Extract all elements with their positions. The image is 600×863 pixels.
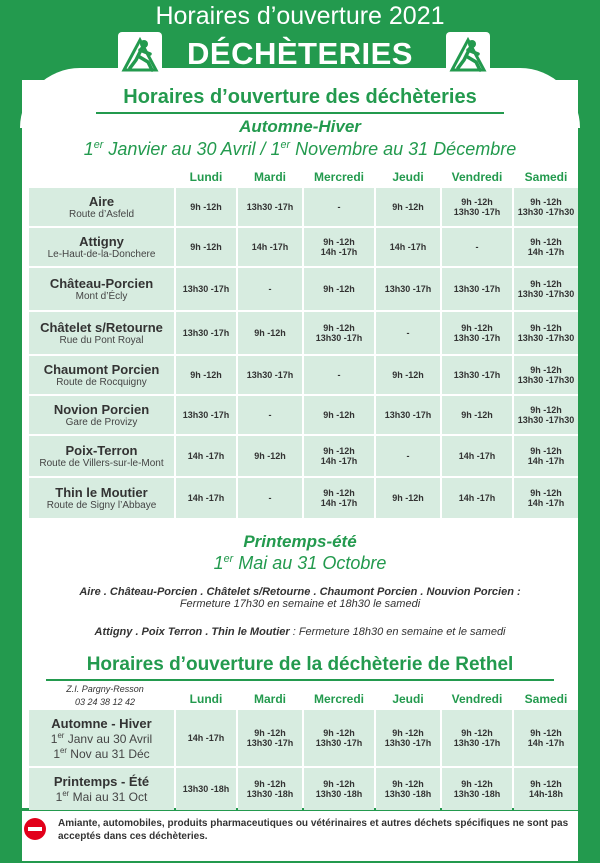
- hours-cell-jeudi: [376, 188, 440, 226]
- hours-value: 13h30 -17h: [384, 284, 432, 294]
- hours-cell-samedi: [514, 436, 578, 476]
- hours-cell-samedi: [514, 768, 578, 810]
- hours-cell-lundi: [176, 356, 236, 394]
- hours-value: 9h -12h: [392, 728, 424, 738]
- hours-value: -: [475, 242, 479, 252]
- section-title-rethel: Horaires d’ouverture de la déchèterie de Rethel: [86, 654, 514, 675]
- hours-cell-jeudi: [376, 768, 440, 810]
- day-header-mardi: Mardi: [253, 170, 286, 184]
- hours-value: 13h30 -17h: [246, 370, 294, 380]
- location-cell: [29, 312, 174, 354]
- right-border: [578, 70, 600, 863]
- hours-value: 9h -12h: [392, 202, 424, 212]
- hours-cell-lundi: [176, 710, 236, 766]
- season-autumn-winter: Automne-Hiver: [239, 117, 361, 136]
- table-row: [29, 188, 578, 226]
- hours-value: 13h30 -17h: [453, 370, 501, 380]
- day-header-lundi: Lundi: [189, 170, 223, 184]
- rethel-schedule-table: [27, 688, 580, 812]
- spring-note-2: [22, 626, 578, 638]
- hours-value: 9h -12h: [323, 323, 355, 333]
- hours-value: 9h -12h: [323, 284, 355, 294]
- hours-value: 9h -12h: [323, 446, 355, 456]
- day-header-samedi: Samedi: [524, 170, 568, 184]
- site-address: Gare de Provizy: [65, 417, 138, 428]
- location-cell: [29, 436, 174, 476]
- day-header-mardi: Mardi: [253, 692, 286, 706]
- recycling-worker-icon: [118, 32, 162, 76]
- hours-value: 9h -12h: [530, 279, 562, 289]
- hours-value: -: [268, 284, 272, 294]
- hours-cell-jeudi: [376, 356, 440, 394]
- hours-value: 14h -17h: [527, 456, 565, 466]
- page-title: Horaires d’ouverture 2021: [155, 2, 445, 30]
- hours-value: 13h30 -17h30: [517, 333, 575, 343]
- hours-value: 9h -12h: [254, 451, 286, 461]
- no-entry-icon: [24, 818, 46, 840]
- hours-value: 14h -17h: [458, 451, 496, 461]
- location-cell: [29, 188, 174, 226]
- day-header-mercredi: Mercredi: [313, 692, 365, 706]
- site-name: Poix-Terron: [65, 443, 138, 458]
- season-dates: 1er Mai au 31 Oct: [55, 789, 148, 804]
- hours-value: 9h -12h: [323, 728, 355, 738]
- hours-value: 9h -12h: [530, 488, 562, 498]
- hours-value: 9h -12h: [530, 237, 562, 247]
- hours-value: 13h30 -17h: [384, 410, 432, 420]
- site-name: Châtelet s/Retourne: [40, 320, 163, 335]
- hours-cell-samedi: [514, 356, 578, 394]
- hours-value: 13h30 -17h: [453, 333, 501, 343]
- hours-cell-samedi: [514, 228, 578, 266]
- hours-cell-mercredi: [304, 268, 374, 310]
- hours-value: 9h -12h: [530, 728, 562, 738]
- hours-cell-vendredi: [442, 768, 512, 810]
- location-cell: [29, 478, 174, 518]
- left-border: [0, 70, 22, 863]
- table-row: [29, 768, 578, 810]
- hours-value: 9h -12h: [530, 446, 562, 456]
- hours-cell-lundi: [176, 188, 236, 226]
- hours-value: 13h30 -17h: [453, 207, 501, 217]
- location-cell: [29, 356, 174, 394]
- phone-number: 03 24 38 12 42: [74, 697, 136, 707]
- schedule-table: [27, 166, 580, 520]
- site-name: Novion Porcien: [53, 402, 150, 417]
- header-empty: [29, 168, 174, 186]
- hours-value: 14h -17h: [527, 498, 565, 508]
- hours-cell-vendredi: [442, 228, 512, 266]
- hours-value: 9h -12h: [461, 323, 493, 333]
- hours-cell-mercredi: [304, 396, 374, 434]
- table-row: [29, 436, 578, 476]
- site-address: Route de Signy l’Abbaye: [46, 500, 157, 511]
- day-header-samedi: Samedi: [524, 692, 568, 706]
- hours-value: 9h -12h: [190, 202, 222, 212]
- location-cell: [29, 710, 174, 766]
- note-text: Fermeture 17h30 en semaine et 18h30 le samedi: [179, 598, 421, 610]
- hours-cell-samedi: [514, 710, 578, 766]
- hours-value: 13h30 -17h: [182, 284, 230, 294]
- hours-value: -: [268, 410, 272, 420]
- hours-value: -: [406, 451, 410, 461]
- hours-cell-mardi: [238, 312, 302, 354]
- hours-cell-mardi: [238, 228, 302, 266]
- hours-cell-lundi: [176, 436, 236, 476]
- hours-cell-samedi: [514, 396, 578, 434]
- hours-cell-jeudi: [376, 478, 440, 518]
- hours-value: 14h -17h: [320, 247, 358, 257]
- hours-cell-jeudi: [376, 710, 440, 766]
- hours-value: 9h -12h: [461, 728, 493, 738]
- season-spring-summer: Printemps-été: [243, 532, 357, 551]
- spring-note-1: [22, 586, 578, 610]
- table-row: [29, 478, 578, 518]
- hours-value: 9h -12h: [530, 365, 562, 375]
- hours-value: 14h -17h: [389, 242, 427, 252]
- hours-value: 13h30 -17h: [246, 738, 294, 748]
- hours-value: 9h -12h: [461, 410, 493, 420]
- footer-text: Amiante, automobiles, produits pharmaceutiques ou vétérinaires et autres déchets spécifiques ne sont pas acceptés dans ces déchèteries.: [58, 818, 569, 842]
- day-header-mercredi: Mercredi: [313, 170, 365, 184]
- hours-value: 9h -12h: [323, 779, 355, 789]
- hours-value: 13h30 -18h: [246, 789, 294, 799]
- hours-cell-mardi: [238, 356, 302, 394]
- hours-cell-mercredi: [304, 228, 374, 266]
- hours-value: 9h -12h: [323, 488, 355, 498]
- site-address: Le-Haut-de-la-Donchere: [47, 249, 156, 260]
- hours-value: 9h -12h: [190, 242, 222, 252]
- hours-value: 13h30 -17h: [315, 738, 363, 748]
- hours-value: -: [406, 328, 410, 338]
- table-row: [29, 268, 578, 310]
- hours-value: 13h30 -17h30: [517, 289, 575, 299]
- hours-value: 9h -12h: [530, 197, 562, 207]
- location-cell: [29, 768, 174, 810]
- hours-value: 13h30 -17h: [453, 738, 501, 748]
- hours-value: 13h30 -18h: [315, 789, 363, 799]
- note-sites: Attigny . Poix Terron . Thin le Moutier: [94, 626, 290, 638]
- location-cell: [29, 268, 174, 310]
- site-name: Thin le Moutier: [55, 485, 148, 500]
- hours-cell-mercredi: [304, 710, 374, 766]
- hours-cell-mardi: [238, 436, 302, 476]
- title-underline: [46, 679, 554, 681]
- hours-value: 14h-18h: [528, 789, 563, 799]
- hours-value: -: [337, 370, 341, 380]
- note-sites: Aire . Château-Porcien . Châtelet s/Retourne . Chaumont Porcien . Nouvion Porcien :: [79, 586, 521, 598]
- hours-cell-mercredi: [304, 312, 374, 354]
- title-underline: [96, 112, 504, 114]
- header-empty: [29, 690, 174, 708]
- location-cell: [29, 396, 174, 434]
- hours-value: 9h -12h: [461, 779, 493, 789]
- hours-value: 9h -12h: [392, 779, 424, 789]
- hours-cell-vendredi: [442, 396, 512, 434]
- hours-value: 13h30 -17h: [384, 738, 432, 748]
- table-row: [29, 356, 578, 394]
- hours-value: -: [337, 202, 341, 212]
- hours-value: 13h30 -17h: [182, 328, 230, 338]
- hours-cell-mercredi: [304, 188, 374, 226]
- location-cell: [29, 228, 174, 266]
- hours-value: 9h -12h: [254, 328, 286, 338]
- hours-value: 14h -17h: [527, 247, 565, 257]
- hours-value: 9h -12h: [461, 197, 493, 207]
- hours-cell-jeudi: [376, 312, 440, 354]
- hours-cell-vendredi: [442, 268, 512, 310]
- table-row: [29, 228, 578, 266]
- hours-cell-mercredi: [304, 478, 374, 518]
- hours-value: 9h -12h: [530, 323, 562, 333]
- hours-cell-mardi: [238, 710, 302, 766]
- season-dates: 1er Nov au 31 Déc: [53, 745, 150, 761]
- hours-cell-lundi: [176, 478, 236, 518]
- hours-value: 14h -17h: [458, 493, 496, 503]
- day-header-vendredi: Vendredi: [451, 170, 503, 184]
- hours-cell-mercredi: [304, 436, 374, 476]
- hours-cell-mardi: [238, 396, 302, 434]
- hours-cell-lundi: [176, 396, 236, 434]
- season-spring-period: 1er Mai au 31 Octobre: [213, 553, 387, 573]
- site-name: Aire: [88, 194, 115, 209]
- day-header-lundi: Lundi: [189, 692, 223, 706]
- hours-value: 9h -12h: [254, 728, 286, 738]
- site-name: Château-Porcien: [49, 276, 154, 291]
- hours-value: 13h30 -17h: [246, 202, 294, 212]
- hours-value: 13h30 -18h: [384, 789, 432, 799]
- hours-value: 9h -12h: [392, 370, 424, 380]
- hours-value: 13h30 -17h: [453, 284, 501, 294]
- day-header-jeudi: Jeudi: [392, 170, 424, 184]
- hours-value: 9h -12h: [254, 779, 286, 789]
- hours-cell-jeudi: [376, 268, 440, 310]
- hours-cell-jeudi: [376, 396, 440, 434]
- address-line: Z.I. Pargny-Resson: [66, 684, 144, 694]
- site-address: Route de Rocquigny: [56, 377, 147, 388]
- hours-cell-vendredi: [442, 188, 512, 226]
- table-row: [29, 710, 578, 766]
- site-name: Chaumont Porcien: [43, 362, 160, 377]
- site-address: Route d’Asfeld: [68, 209, 135, 220]
- season-name: Printemps - Été: [53, 774, 150, 789]
- hours-value: 14h -17h: [251, 242, 289, 252]
- season-period: 1er Janvier au 30 Avril / 1er Novembre au 31 Décembre: [83, 139, 517, 159]
- day-header-vendredi: Vendredi: [451, 692, 503, 706]
- hours-value: 9h -12h: [392, 493, 424, 503]
- hours-cell-mardi: [238, 188, 302, 226]
- hours-cell-lundi: [176, 312, 236, 354]
- hours-value: 9h -12h: [323, 410, 355, 420]
- hours-cell-vendredi: [442, 312, 512, 354]
- hours-value: 9h -12h: [530, 779, 562, 789]
- hours-cell-lundi: [176, 768, 236, 810]
- hours-cell-lundi: [176, 268, 236, 310]
- hours-value: 13h30 -17h30: [517, 207, 575, 217]
- hours-cell-jeudi: [376, 436, 440, 476]
- hours-value: -: [268, 493, 272, 503]
- hours-cell-vendredi: [442, 710, 512, 766]
- day-header-jeudi: Jeudi: [392, 692, 424, 706]
- table-row: [29, 396, 578, 434]
- hours-value: 14h -17h: [320, 456, 358, 466]
- recycling-worker-icon: [446, 32, 490, 76]
- hours-value: 9h -12h: [323, 237, 355, 247]
- hours-value: 14h -17h: [187, 733, 225, 743]
- hours-cell-vendredi: [442, 478, 512, 518]
- hours-value: 13h30 -17h: [315, 333, 363, 343]
- season-name: Automne - Hiver: [51, 715, 152, 731]
- hours-value: 14h -17h: [187, 451, 225, 461]
- site-address: Route de Villers-sur-le-Mont: [39, 458, 164, 469]
- site-address: Rue du Pont Royal: [59, 335, 144, 346]
- hours-cell-samedi: [514, 478, 578, 518]
- note-text: : Fermeture 18h30 en semaine et le samedi: [292, 626, 506, 638]
- hours-value: 13h30 -17h30: [517, 415, 575, 425]
- page-subtitle: DÉCHÈTERIES: [187, 36, 413, 71]
- season-dates: 1er Janv au 30 Avril: [50, 730, 153, 746]
- hours-value: 13h30 -18h: [453, 789, 501, 799]
- hours-cell-mercredi: [304, 356, 374, 394]
- hours-cell-mardi: [238, 768, 302, 810]
- hours-cell-mardi: [238, 478, 302, 518]
- hours-cell-vendredi: [442, 356, 512, 394]
- hours-cell-jeudi: [376, 228, 440, 266]
- hours-cell-samedi: [514, 312, 578, 354]
- hours-cell-vendredi: [442, 436, 512, 476]
- hours-cell-mercredi: [304, 768, 374, 810]
- hours-value: 13h30 -18h: [182, 784, 230, 794]
- table-row: [29, 312, 578, 354]
- hours-cell-lundi: [176, 228, 236, 266]
- section-title-dechetteries: Horaires d’ouverture des déchèteries: [123, 86, 477, 108]
- hours-cell-samedi: [514, 268, 578, 310]
- hours-value: 9h -12h: [190, 370, 222, 380]
- site-name: Attigny: [79, 234, 124, 249]
- hours-value: 13h30 -17h: [182, 410, 230, 420]
- hours-value: 14h -17h: [187, 493, 225, 503]
- hours-value: 9h -12h: [530, 405, 562, 415]
- hours-value: 14h -17h: [527, 738, 565, 748]
- site-address: Mont d’Écly: [75, 291, 128, 302]
- hours-value: 13h30 -17h30: [517, 375, 575, 385]
- hours-value: 14h -17h: [320, 498, 358, 508]
- hours-cell-samedi: [514, 188, 578, 226]
- hours-cell-mardi: [238, 268, 302, 310]
